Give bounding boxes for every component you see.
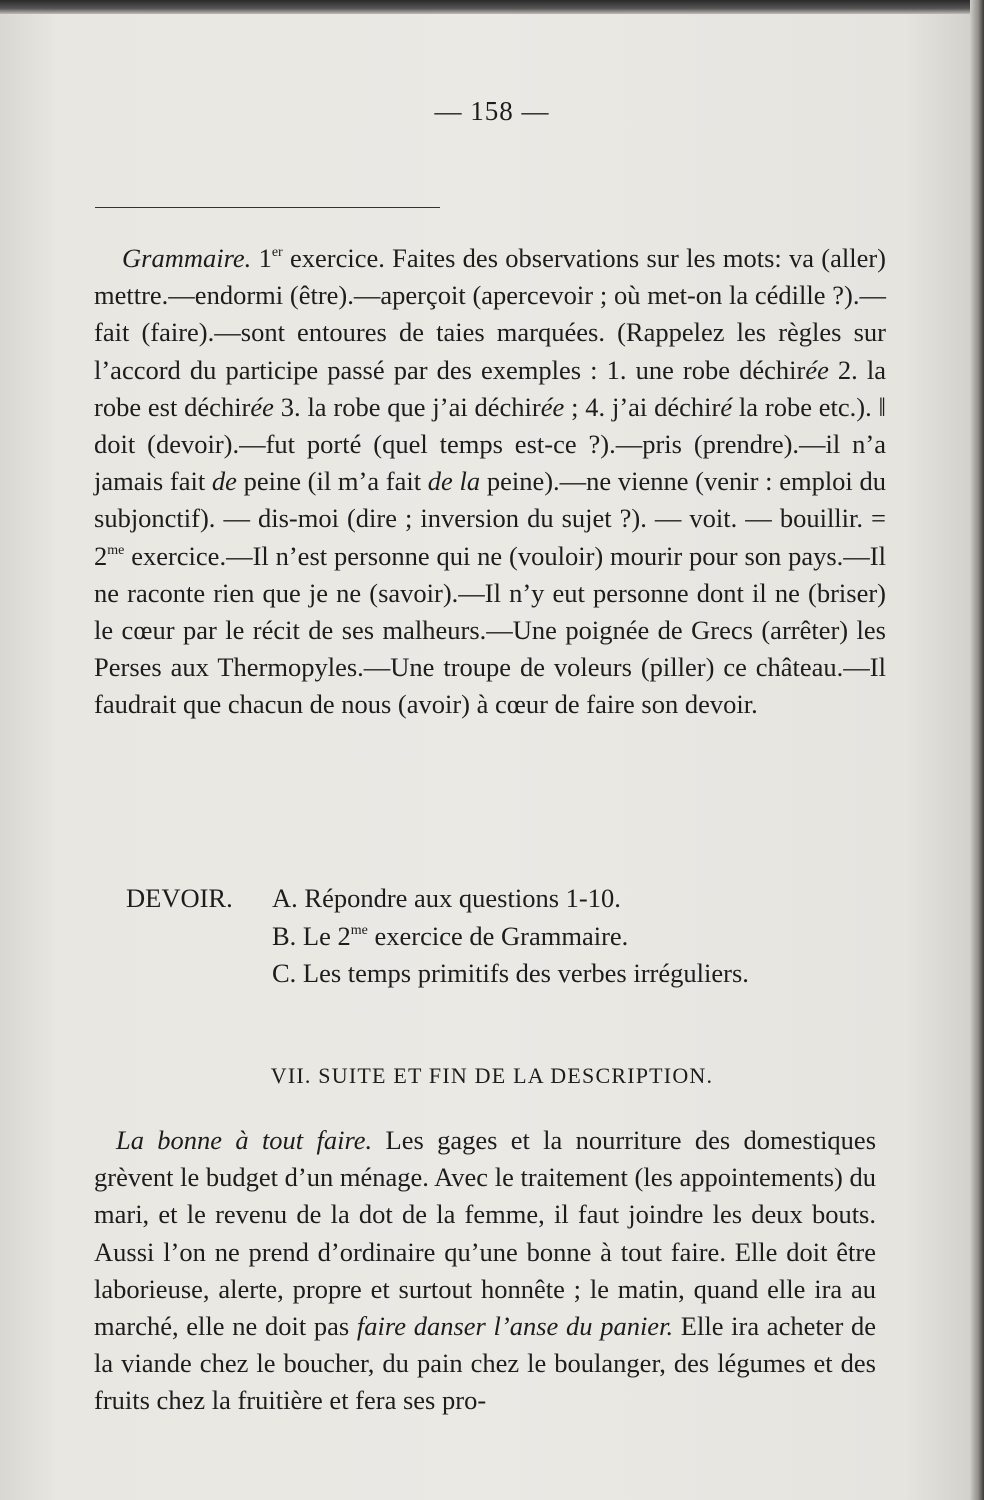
homework-item-a (126, 880, 886, 918)
scan-top-edge (0, 0, 984, 14)
grammar-heading: Grammaire. (122, 243, 252, 273)
exercise1-text: 3. la robe que j’ai déchir (273, 391, 541, 422)
exercise1-text: exercice. Faites des observations sur les mots: va (aller) mettre.—endormi (être).—aperçoit (apercevoir ; où met-on la cédille ?).—fait (faire).—sont entoures de taies marquées. (Rappelez les règles sur l’accord du participe passé par des exemples : 1. une robe déchir (94, 243, 887, 385)
homework-label: DEVOIR. (126, 883, 233, 913)
section-rule (95, 207, 440, 208)
scan-right-edge (970, 0, 984, 1500)
exercise2-sup: me (107, 542, 125, 558)
section-title: VII. SUITE ET FIN DE LA DESCRIPTION. (270, 1063, 714, 1088)
exercise1-ordinal: 1 (258, 243, 272, 273)
homework-item-b (126, 918, 886, 956)
story-paragraph (94, 1122, 876, 1420)
story-heading: La bonne à tout faire. (116, 1125, 373, 1155)
homework-item-c (126, 955, 886, 993)
story-text: Elle ira acheter de la viande chez le boucher, du pain chez le boulanger, des légumes et des fruits chez la fruitière et fera ses pro- (94, 1311, 877, 1416)
exercise1-text: 2. la robe est déchir (94, 354, 887, 422)
exercise2-text: exercice.—Il n’est personne qui ne (vouloir) mourir pour son pays.—Il ne raconte rien que je ne (savoir).—Il n’y eut personne dont il ne (briser) le cœur par le récit de ses malheurs.—Une poignée de Grecs (arrêter) les Perses aux Thermopyles.—Une troupe de voleurs (piller) ce château.—Il faudrait que chacun de nous (avoir) à cœur de faire son devoir. (94, 540, 886, 720)
grammar-exercises (94, 240, 886, 724)
homework-b-sup: me (350, 922, 368, 938)
exercise1-text: ; 4. j’ai déchir (564, 391, 721, 422)
homework-c-text: C. Les temps primitifs des verbes irréguliers. (272, 958, 749, 989)
story-idiom: faire danser l’anse du panier. (356, 1311, 674, 1342)
homework-b-text: B. Le 2 (272, 920, 351, 951)
exercise1-text: peine).—ne vienne (venir : emploi du subjonctif). — dis-moi (dire ; inversion du sujet ?). — voit. — bouillir. = 2 (94, 466, 886, 571)
italic-word: de la (427, 466, 481, 497)
homework-b-text: exercice de Grammaire. (367, 920, 629, 951)
page-number: — 158 — (434, 96, 550, 126)
grammar-paragraph (94, 240, 886, 724)
italic-ending: ée (250, 391, 274, 422)
homework-a-text: A. Répondre aux questions 1-10. (272, 883, 621, 913)
exercise1-sup: er (271, 245, 283, 260)
italic-word: de (211, 466, 237, 497)
italic-ending: ée (540, 391, 565, 422)
exercise1-text: peine (il m’a fait (236, 466, 428, 497)
homework-block (126, 880, 886, 993)
italic-ending: ée (805, 354, 829, 385)
description-text (94, 1122, 876, 1420)
story-text: Les gages et la nourriture des domestiques grèvent le budget d’un ménage. Avec le traitement (les appointements) du mari, et le revenu de la dot de la femme, il faut joindre les deux bouts. Aussi l’on ne prend d’ordinaire qu’une bonne à tout faire. Elle doit être laborieuse, alerte, propre et surtout honnête ; le matin, quand elle ira au marché, elle ne doit pas (94, 1125, 877, 1342)
italic-ending: é (720, 391, 733, 422)
exercise1-text: la robe etc.). ‖ doit (devoir).—fut porté (quel temps est-ce ?).—pris (prendre).—il n’a jamais fait (94, 391, 886, 497)
